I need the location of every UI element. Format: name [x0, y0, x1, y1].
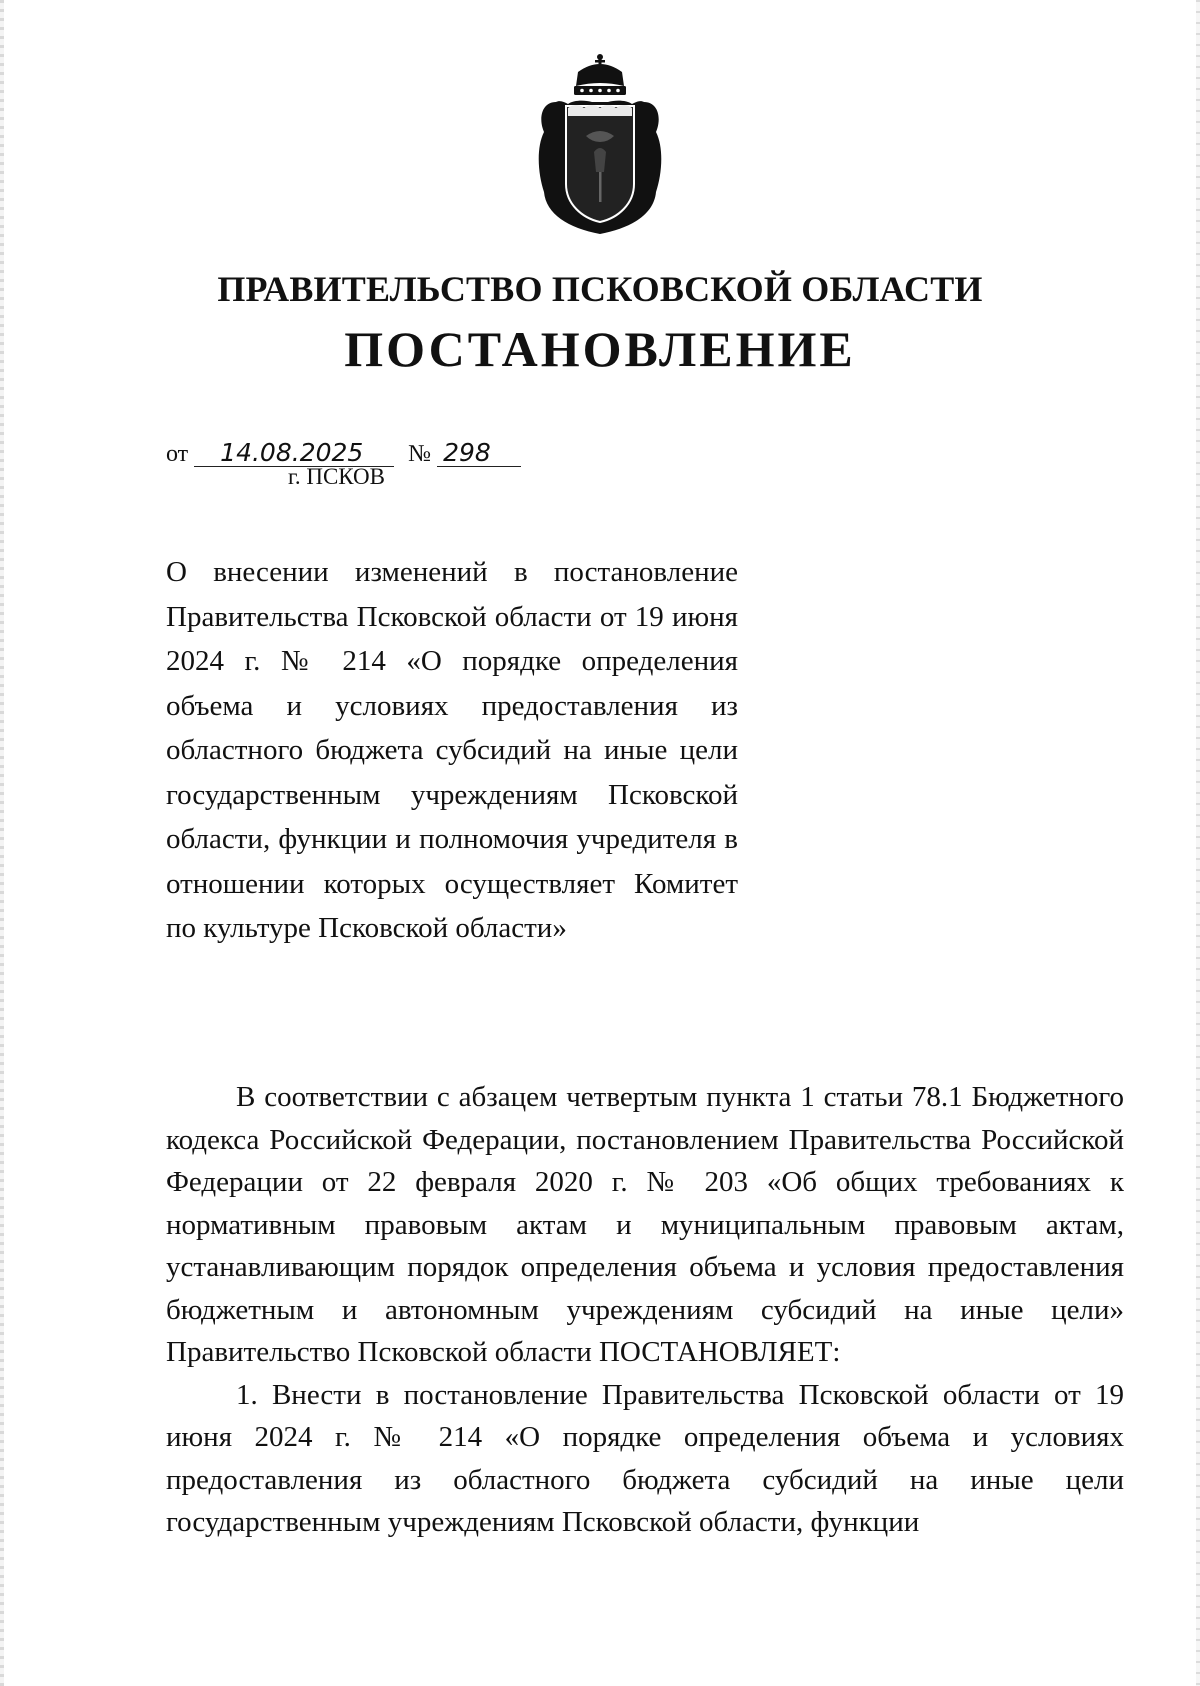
- government-title: ПРАВИТЕЛЬСТВО ПСКОВСКОЙ ОБЛАСТИ: [217, 269, 983, 309]
- scan-edge-right: [1196, 0, 1200, 1686]
- item-1-paragraph: 1. Внести в постановление Правительства Псковской области от 19 июня 2024 г. № 214 «О порядке определения объема и условиях предоставления из областного бюджета субсидий на иные цели государственным учреждениям Псковской области, функции: [166, 1378, 1124, 1538]
- scan-edge-left: [0, 0, 4, 1686]
- document-date: 14.08.2025: [194, 440, 394, 467]
- document-subject: О внесении изменений в постановление Правительства Псковской области от 19 июня 2024 г. № 214 «О порядке определения объема и условиях предоставления из областного бюджета субсидий на иные цели государственным учреждениям Псковской области, функции и полномочия учредителя в отношении которых осуществляет Комитет по культуре Псковской области»: [166, 556, 738, 944]
- date-prefix: от: [166, 441, 189, 467]
- document-body: [166, 1076, 1124, 1544]
- number-prefix: №: [408, 441, 432, 467]
- document-type-title: ПОСТАНОВЛЕНИЕ: [344, 321, 856, 377]
- preamble-paragraph: В соответствии с абзацем четвертым пункта 1 статьи 78.1 Бюджетного кодекса Российской Федерации, постановлением Правительства Российской Федерации от 22 февраля 2020 г. № 203 «Об общих требованиях к нормативным правовым актам и муниципальным правовым актам, устанавливающим порядок определения объема и условия предоставления бюджетным и автономным учреждениям субсидий на иные цели» Правительство Псковской области ПОСТАНОВЛЯЕТ:: [166, 1081, 1124, 1368]
- city-label: г. ПСКОВ: [288, 464, 386, 489]
- coat-of-arms-icon: [528, 52, 672, 238]
- document-number: 298: [437, 440, 521, 467]
